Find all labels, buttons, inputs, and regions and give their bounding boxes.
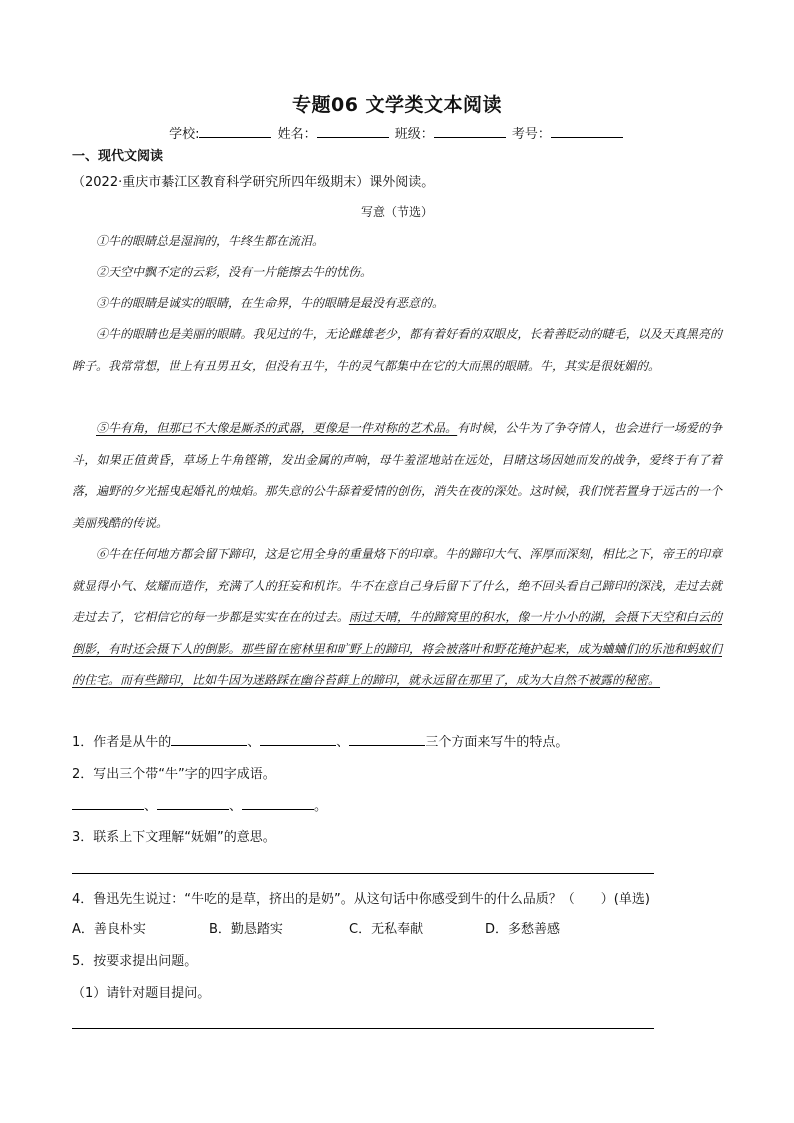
paragraph-5-rest: 有时候，公牛为了争夺情人，也会进行一场爱的争斗，如果正值黄昏，草场上牛角铿锵，发出金属的声响，母牛羞涩地站在远处，目睹这场因她而发的战争，爱终于有了着落，遍野的夕光摇曳起婚礼的烛焰。那失意的公牛舔着爱情的创伤，消失在夜的深处。这时候，我们恍若置身于远古的一个美丽残酷的传说。: [72, 421, 722, 530]
question-5-part-1: （1）请针对题目提问。: [72, 986, 211, 1001]
answer-blank[interactable]: [157, 796, 229, 810]
answer-blank[interactable]: [260, 732, 336, 746]
separator: 、: [336, 735, 350, 750]
question-4: 4．鲁迅先生说过：“牛吃的是草，挤出的是奶”。从这句话中你感受到牛的什么品质？（ ）(单选): [72, 892, 650, 907]
underlined-sentence: ⑤牛有角，但那已不大像是厮杀的武器，更像是一件对称的艺术品。: [96, 421, 458, 435]
passage-source: （2022·重庆市綦江区教育科学研究所四年级期末）课外阅读。: [72, 175, 435, 190]
answer-blank[interactable]: [349, 732, 425, 746]
option-b[interactable]: B．勤恳踏实: [209, 922, 283, 937]
option-c[interactable]: C．无私奉献: [349, 922, 424, 937]
question-3: 3．联系上下文理解“妩媚”的意思。: [72, 830, 276, 845]
question-2: 2．写出三个带“牛”字的四字成语。: [72, 767, 276, 782]
paragraph-5: [72, 413, 722, 539]
paragraph-3: ③牛的眼睛是诚实的眼睛，在生命界，牛的眼睛是最没有恶意的。: [96, 296, 445, 310]
separator: 、: [247, 735, 261, 750]
student-info-line: [0, 123, 794, 142]
question-1: [72, 731, 568, 750]
question-4-options: [72, 918, 560, 937]
exam-number-label: 考号：: [511, 127, 551, 142]
paragraph-2: ②天空中飘不定的云彩，没有一片能擦去牛的忧伤。: [96, 265, 373, 279]
question-5: 5．按要求提出问题。: [72, 954, 198, 969]
name-blank[interactable]: [317, 125, 389, 138]
exam-number-blank[interactable]: [551, 125, 623, 138]
school-label: 学校:: [169, 127, 200, 142]
answer-line[interactable]: [72, 873, 654, 874]
answer-blank[interactable]: [242, 796, 314, 810]
class-blank[interactable]: [434, 125, 506, 138]
period: 。: [314, 799, 328, 814]
paragraph-4: ④牛的眼睛也是美丽的眼睛。我见过的牛，无论雌雄老少，都有着好看的双眼皮，长着善眨动的睫毛，以及天真黑亮的眸子。我常常想，世上有丑男丑女，但没有丑牛，牛的灵气都集中在它的大而黑的眼睛。牛，其实是很妩媚的。: [72, 327, 722, 373]
passage-title: 写意（节选）: [360, 205, 433, 219]
section-heading: 一、现代文阅读: [72, 149, 164, 164]
answer-blank[interactable]: [171, 732, 247, 746]
document-title: 专题06 文学类文本阅读: [291, 94, 503, 116]
answer-line[interactable]: [72, 1028, 654, 1029]
question-2-answers: [72, 795, 327, 814]
class-label: 班级：: [394, 127, 434, 142]
underlined-passage: 雨过天晴，牛的蹄窝里的积水，像一片小小的湖，会摄下天空和白云的倒影，有时还会摄下人的倒影。那些留在密林里和旷野上的蹄印，将会被落叶和野花掩护起来，成为蛐蛐们的乐池和蚂蚁们的住宅。而有些蹄印，比如牛因为迷路踩在幽谷苔藓上的蹄印，就永远留在那里了，成为大自然不被露的秘密。: [72, 610, 722, 687]
option-a[interactable]: A．善良朴实: [72, 922, 146, 937]
option-d[interactable]: D．多愁善感: [485, 922, 561, 937]
answer-blank[interactable]: [72, 796, 144, 810]
paragraph-6-text: ⑥牛在任何地方都会留下蹄印，这是它用全身的重量烙下的印章。牛的蹄印大气、浑厚而深刻，相比之下，帝王的印章就显得小气、炫耀而造作，充满了人的狂妄和机诈。牛不在意自己身后留下了什么，绝不回头看自己蹄印的深浅，走过去就走过去了，它相信它的每一步都是实实在在的过去。: [72, 547, 722, 624]
separator: 、: [144, 799, 158, 814]
question-1-tail: 三个方面来写牛的特点。: [425, 735, 569, 750]
separator: 、: [229, 799, 243, 814]
name-label: 姓名：: [277, 127, 317, 142]
school-blank[interactable]: [199, 125, 271, 138]
question-1-text: 1．作者是从牛的: [72, 735, 172, 750]
paragraph-1: ①牛的眼睛总是湿润的，牛终生都在流泪。: [96, 234, 325, 248]
paragraph-6: [72, 539, 722, 697]
